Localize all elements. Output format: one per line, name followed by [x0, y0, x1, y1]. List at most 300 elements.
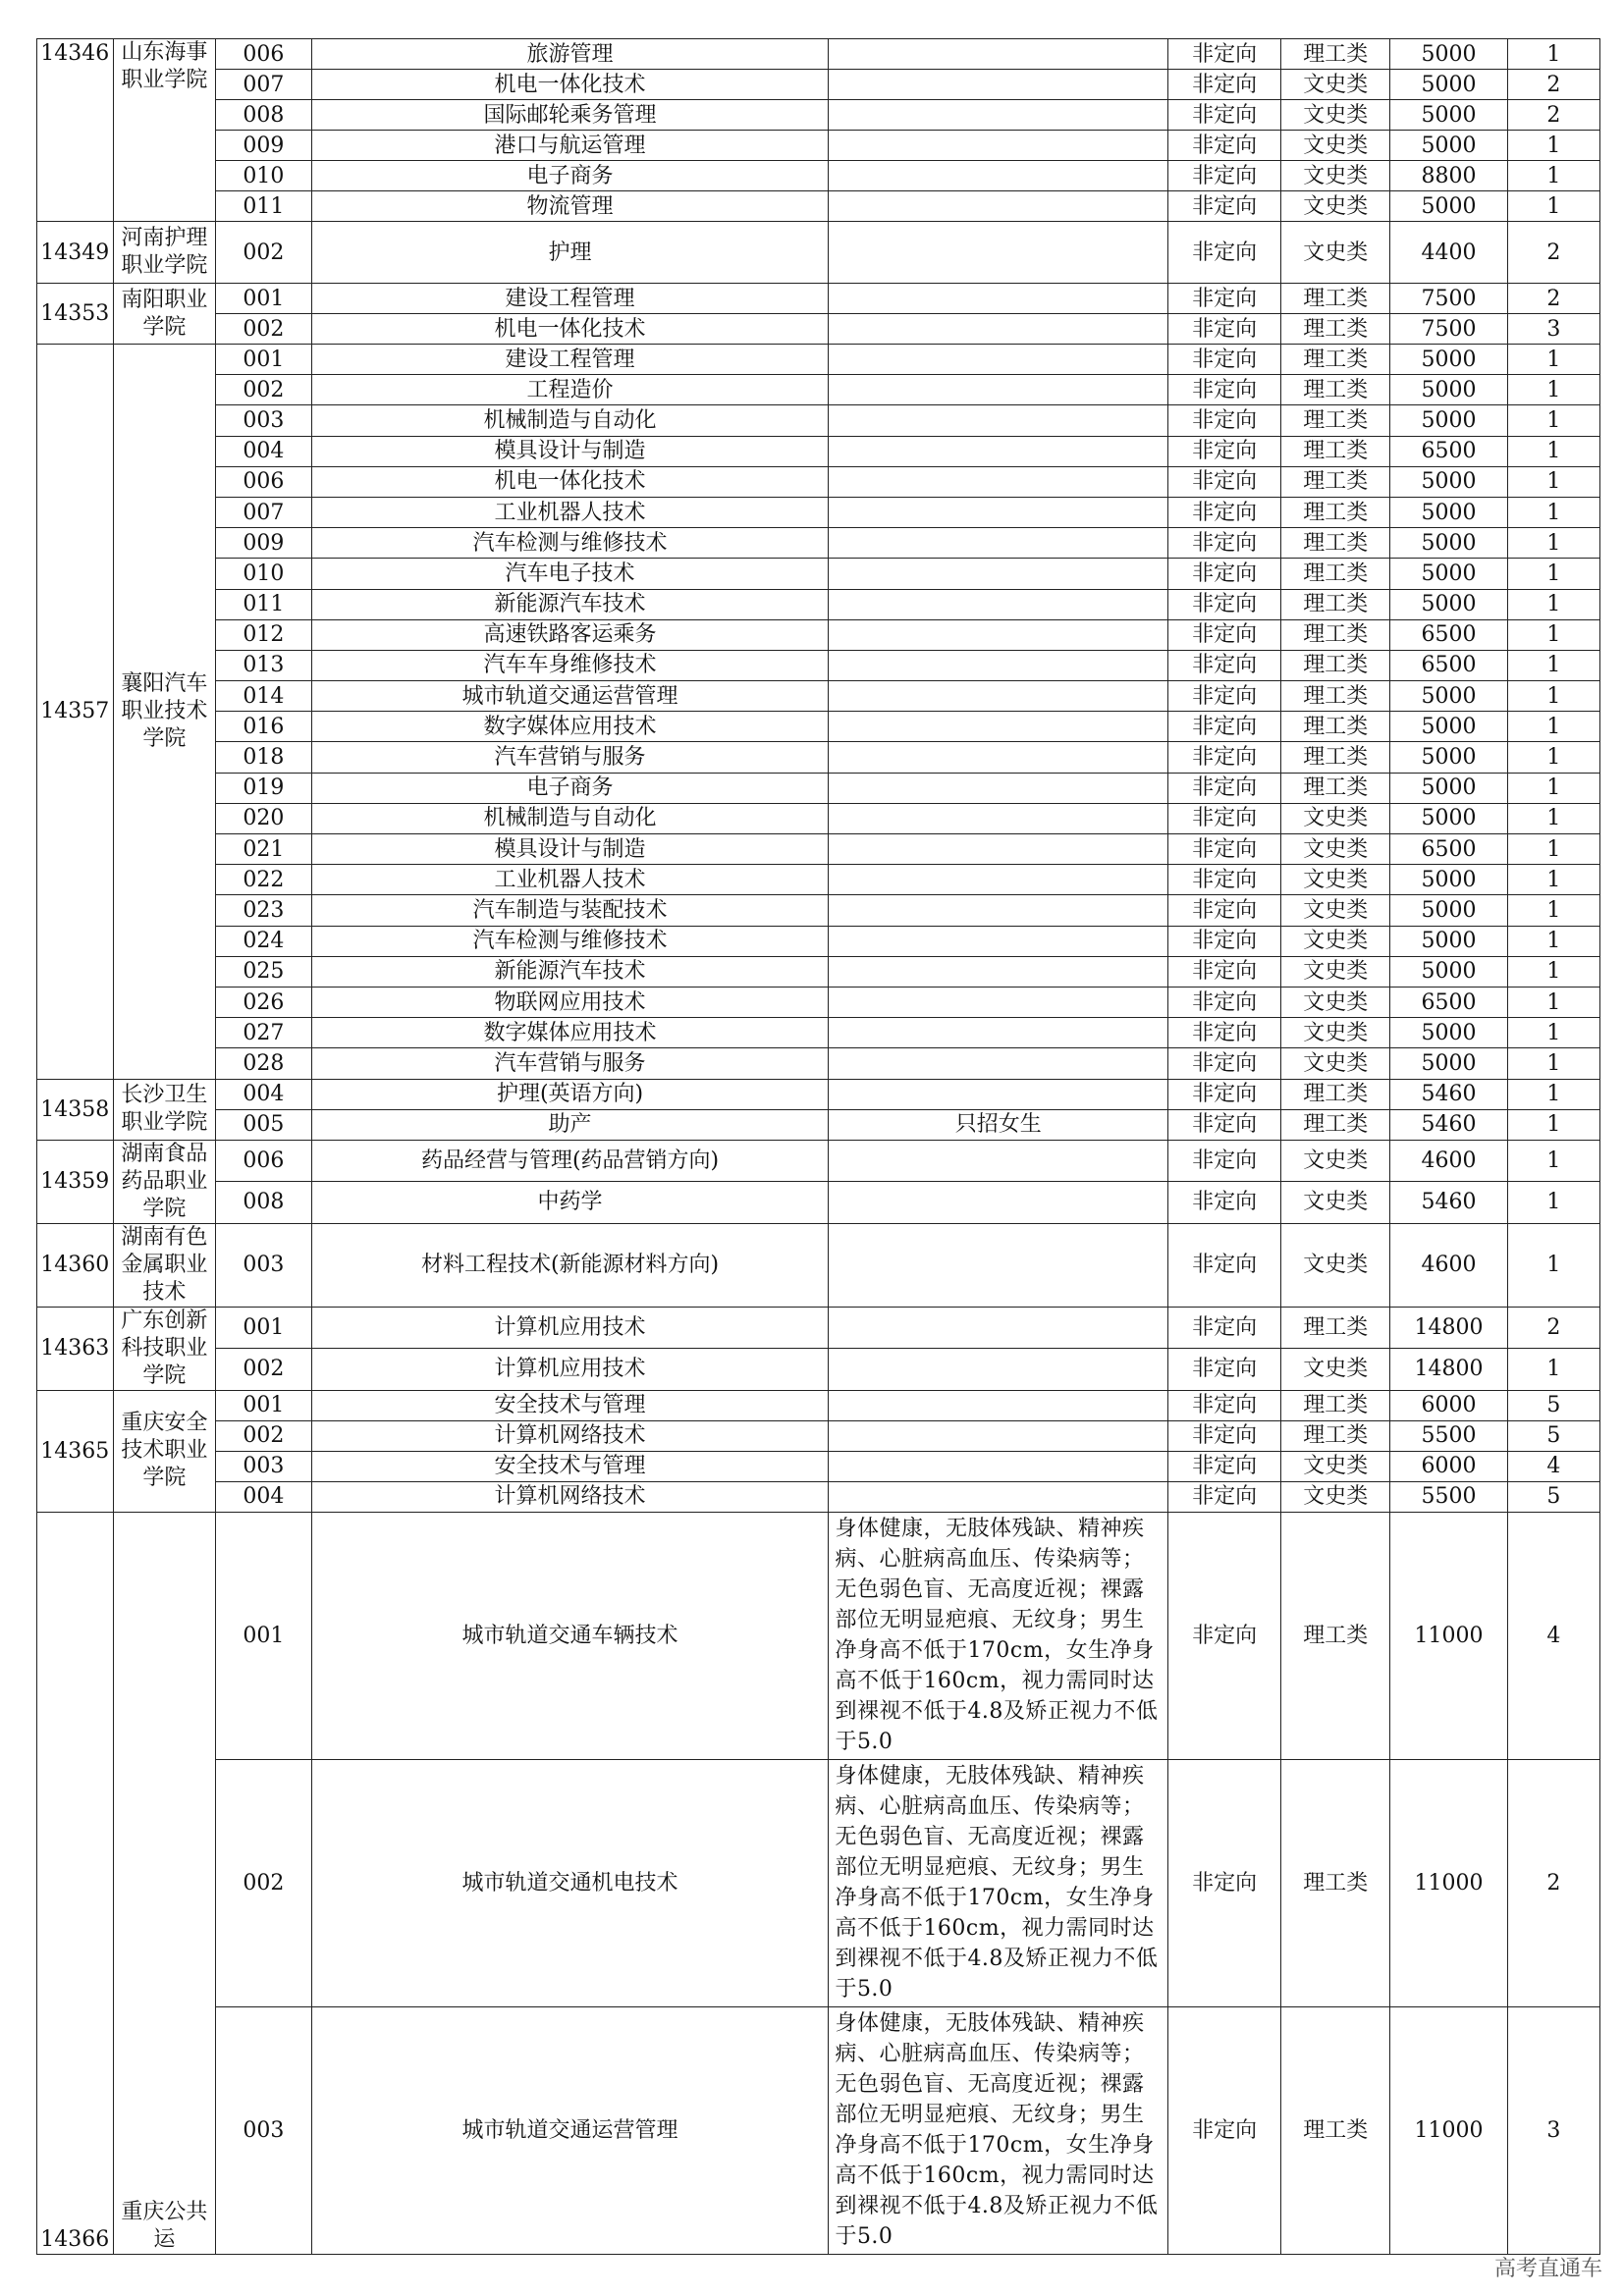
remark: [829, 1349, 1168, 1391]
enroll-type: 非定向: [1168, 436, 1281, 466]
table-row: [37, 926, 1600, 956]
subject-category: 文史类: [1281, 1223, 1390, 1307]
school-code: 14360: [37, 1223, 114, 1307]
tuition-fee: 6500: [1390, 650, 1507, 680]
major-name: 物流管理: [311, 191, 829, 222]
subject-category: 文史类: [1281, 191, 1390, 222]
major-number: 022: [216, 865, 311, 895]
plan-count: 1: [1507, 1079, 1599, 1109]
major-number: 019: [216, 773, 311, 803]
plan-count: 1: [1507, 345, 1599, 375]
table-row: [37, 466, 1600, 497]
tuition-fee: 5460: [1390, 1079, 1507, 1109]
enroll-type: 非定向: [1168, 987, 1281, 1017]
school-code: 14353: [37, 284, 114, 345]
major-name: 工业机器人技术: [311, 497, 829, 527]
tuition-fee: 5000: [1390, 803, 1507, 833]
tuition-fee: 6000: [1390, 1451, 1507, 1481]
remark: [829, 70, 1168, 100]
plan-count: 1: [1507, 1140, 1599, 1182]
table-row: [37, 742, 1600, 773]
remark: [829, 834, 1168, 865]
plan-count: 1: [1507, 528, 1599, 559]
enroll-type: 非定向: [1168, 1140, 1281, 1182]
major-name: 机电一体化技术: [311, 314, 829, 345]
major-name: 机械制造与自动化: [311, 803, 829, 833]
table-row: [37, 2006, 1600, 2254]
table-row: [37, 1481, 1600, 1512]
tuition-fee: 5000: [1390, 895, 1507, 926]
subject-category: 文史类: [1281, 100, 1390, 131]
subject-category: 理工类: [1281, 681, 1390, 712]
plan-count: 1: [1507, 466, 1599, 497]
major-number: 001: [216, 284, 311, 314]
remark: [829, 742, 1168, 773]
subject-category: 理工类: [1281, 436, 1390, 466]
enroll-type: 非定向: [1168, 650, 1281, 680]
school-name: 襄阳汽车职业技术学院: [113, 345, 216, 1080]
enroll-type: 非定向: [1168, 742, 1281, 773]
school-name: 重庆公共运: [113, 1512, 216, 2254]
table-row: [37, 405, 1600, 436]
subject-category: 理工类: [1281, 497, 1390, 527]
enroll-type: 非定向: [1168, 619, 1281, 650]
subject-category: 文史类: [1281, 987, 1390, 1017]
remark: [829, 436, 1168, 466]
enroll-type: 非定向: [1168, 528, 1281, 559]
remark: [829, 345, 1168, 375]
subject-category: 理工类: [1281, 39, 1390, 70]
major-number: 006: [216, 1140, 311, 1182]
major-name: 机械制造与自动化: [311, 405, 829, 436]
subject-category: 理工类: [1281, 466, 1390, 497]
major-name: 护理(英语方向): [311, 1079, 829, 1109]
subject-category: 文史类: [1281, 803, 1390, 833]
enroll-type: 非定向: [1168, 222, 1281, 284]
enroll-type: 非定向: [1168, 1390, 1281, 1420]
tuition-fee: 5000: [1390, 466, 1507, 497]
table-row: [37, 1349, 1600, 1391]
major-name: 安全技术与管理: [311, 1451, 829, 1481]
table-row: [37, 1109, 1600, 1140]
enroll-type: 非定向: [1168, 375, 1281, 405]
plan-count: 2: [1507, 100, 1599, 131]
subject-category: 理工类: [1281, 712, 1390, 742]
major-name: 数字媒体应用技术: [311, 712, 829, 742]
subject-category: 文史类: [1281, 956, 1390, 987]
school-code: 14363: [37, 1307, 114, 1390]
table-row: [37, 1182, 1600, 1224]
major-number: 004: [216, 436, 311, 466]
remark: [829, 1451, 1168, 1481]
remark: [829, 681, 1168, 712]
remark: [829, 559, 1168, 589]
plan-count: 1: [1507, 191, 1599, 222]
major-number: 004: [216, 1079, 311, 1109]
remark: [829, 100, 1168, 131]
tuition-fee: 5000: [1390, 497, 1507, 527]
major-number: 008: [216, 1182, 311, 1224]
enroll-type: 非定向: [1168, 803, 1281, 833]
major-number: 011: [216, 191, 311, 222]
major-number: 010: [216, 161, 311, 191]
major-name: 城市轨道交通车辆技术: [311, 1512, 829, 1759]
subject-category: 文史类: [1281, 1140, 1390, 1182]
subject-category: 文史类: [1281, 926, 1390, 956]
major-number: 016: [216, 712, 311, 742]
major-number: 001: [216, 1307, 311, 1349]
major-name: 工业机器人技术: [311, 865, 829, 895]
plan-count: 2: [1507, 1759, 1599, 2006]
tuition-fee: 6500: [1390, 436, 1507, 466]
school-code: 14366: [37, 1512, 114, 2254]
major-number: 002: [216, 375, 311, 405]
remark: [829, 650, 1168, 680]
remark: [829, 1079, 1168, 1109]
tuition-fee: 5000: [1390, 681, 1507, 712]
enroll-type: 非定向: [1168, 956, 1281, 987]
plan-count: 1: [1507, 712, 1599, 742]
major-name: 汽车营销与服务: [311, 742, 829, 773]
remark: [829, 895, 1168, 926]
table-row: [37, 1512, 1600, 1759]
remark: [829, 1420, 1168, 1451]
remark: [829, 987, 1168, 1017]
remark: [829, 405, 1168, 436]
enroll-type: 非定向: [1168, 926, 1281, 956]
plan-count: 1: [1507, 131, 1599, 161]
major-name: 汽车电子技术: [311, 559, 829, 589]
major-name: 高速铁路客运乘务: [311, 619, 829, 650]
school-name: 湖南有色金属职业技术: [113, 1223, 216, 1307]
table-row: [37, 803, 1600, 833]
remark: [829, 497, 1168, 527]
tuition-fee: 5000: [1390, 70, 1507, 100]
subject-category: 文史类: [1281, 1048, 1390, 1079]
remark: [829, 1018, 1168, 1048]
table-row: [37, 681, 1600, 712]
remark: [829, 589, 1168, 619]
tuition-fee: 5000: [1390, 1048, 1507, 1079]
tuition-fee: 11000: [1390, 1759, 1507, 2006]
subject-category: 文史类: [1281, 865, 1390, 895]
enroll-type: 非定向: [1168, 1048, 1281, 1079]
subject-category: 文史类: [1281, 70, 1390, 100]
tuition-fee: 5000: [1390, 742, 1507, 773]
tuition-fee: 5000: [1390, 559, 1507, 589]
plan-count: 1: [1507, 803, 1599, 833]
plan-count: 1: [1507, 559, 1599, 589]
remark: [829, 712, 1168, 742]
enroll-type: 非定向: [1168, 1307, 1281, 1349]
remark: [829, 773, 1168, 803]
tuition-fee: 4600: [1390, 1140, 1507, 1182]
plan-count: 2: [1507, 70, 1599, 100]
table-row: [37, 70, 1600, 100]
major-name: 安全技术与管理: [311, 1390, 829, 1420]
major-name: 材料工程技术(新能源材料方向): [311, 1223, 829, 1307]
table-row: [37, 712, 1600, 742]
tuition-fee: 5460: [1390, 1182, 1507, 1224]
plan-count: 1: [1507, 375, 1599, 405]
major-name: 数字媒体应用技术: [311, 1018, 829, 1048]
table-row: [37, 1420, 1600, 1451]
major-name: 新能源汽车技术: [311, 589, 829, 619]
major-name: 护理: [311, 222, 829, 284]
subject-category: 理工类: [1281, 314, 1390, 345]
plan-count: 1: [1507, 1109, 1599, 1140]
enroll-type: 非定向: [1168, 1451, 1281, 1481]
table-row: [37, 375, 1600, 405]
subject-category: 文史类: [1281, 834, 1390, 865]
remark: [829, 1048, 1168, 1079]
major-number: 001: [216, 1390, 311, 1420]
plan-count: 5: [1507, 1420, 1599, 1451]
major-number: 002: [216, 1759, 311, 2006]
tuition-fee: 6000: [1390, 1390, 1507, 1420]
plan-count: 1: [1507, 405, 1599, 436]
major-name: 汽车检测与维修技术: [311, 926, 829, 956]
plan-count: 1: [1507, 497, 1599, 527]
major-name: 建设工程管理: [311, 345, 829, 375]
tuition-fee: 7500: [1390, 314, 1507, 345]
enroll-type: 非定向: [1168, 681, 1281, 712]
major-number: 007: [216, 497, 311, 527]
enroll-type: 非定向: [1168, 1420, 1281, 1451]
table-row: [37, 834, 1600, 865]
subject-category: 文史类: [1281, 222, 1390, 284]
enroll-type: 非定向: [1168, 1182, 1281, 1224]
enroll-type: 非定向: [1168, 1759, 1281, 2006]
tuition-fee: 11000: [1390, 1512, 1507, 1759]
major-number: 001: [216, 345, 311, 375]
major-name: 汽车车身维修技术: [311, 650, 829, 680]
plan-count: 2: [1507, 222, 1599, 284]
remark: 只招女生: [829, 1109, 1168, 1140]
subject-category: 文史类: [1281, 1451, 1390, 1481]
plan-count: 1: [1507, 436, 1599, 466]
plan-count: 1: [1507, 619, 1599, 650]
tuition-fee: 5000: [1390, 528, 1507, 559]
remark: 身体健康，无肢体残缺、精神疾病、心脏病高血压、传染病等；无色弱色盲、无高度近视；裸露部位无明显疤痕、无纹身；男生净身高不低于170cm，女生净身高不低于160cm，视力需同时达到裸视不低于4.8及矫正视力不低于5.0: [829, 2006, 1168, 2254]
table-row: [37, 956, 1600, 987]
major-name: 计算机网络技术: [311, 1481, 829, 1512]
subject-category: 理工类: [1281, 559, 1390, 589]
major-number: 005: [216, 1109, 311, 1140]
major-number: 003: [216, 1223, 311, 1307]
plan-count: 4: [1507, 1451, 1599, 1481]
plan-count: 3: [1507, 314, 1599, 345]
table-row: [37, 895, 1600, 926]
remark: [829, 161, 1168, 191]
major-name: 物联网应用技术: [311, 987, 829, 1017]
major-name: 电子商务: [311, 773, 829, 803]
major-number: 007: [216, 70, 311, 100]
table-row: [37, 222, 1600, 284]
table-row: [37, 1048, 1600, 1079]
school-code: 14357: [37, 345, 114, 1080]
enroll-type: 非定向: [1168, 1481, 1281, 1512]
plan-count: 1: [1507, 895, 1599, 926]
plan-count: 5: [1507, 1481, 1599, 1512]
tuition-fee: 5460: [1390, 1109, 1507, 1140]
major-number: 018: [216, 742, 311, 773]
plan-count: 1: [1507, 773, 1599, 803]
remark: [829, 1307, 1168, 1349]
major-number: 003: [216, 1451, 311, 1481]
plan-count: 1: [1507, 1349, 1599, 1391]
tuition-fee: 14800: [1390, 1349, 1507, 1391]
major-number: 014: [216, 681, 311, 712]
tuition-fee: 6500: [1390, 834, 1507, 865]
subject-category: 理工类: [1281, 345, 1390, 375]
tuition-fee: 5500: [1390, 1481, 1507, 1512]
table-row: [37, 1307, 1600, 1349]
school-code: 14349: [37, 222, 114, 284]
major-name: 药品经营与管理(药品营销方向): [311, 1140, 829, 1182]
school-code: 14346: [37, 39, 114, 222]
tuition-fee: 5000: [1390, 773, 1507, 803]
table-row: [37, 650, 1600, 680]
tuition-fee: 5000: [1390, 39, 1507, 70]
remark: [829, 865, 1168, 895]
plan-count: 1: [1507, 589, 1599, 619]
tuition-fee: 5000: [1390, 589, 1507, 619]
table-row: [37, 1018, 1600, 1048]
subject-category: 理工类: [1281, 1109, 1390, 1140]
school-code: 14365: [37, 1390, 114, 1512]
table-row: [37, 1079, 1600, 1109]
plan-count: 1: [1507, 926, 1599, 956]
tuition-fee: 11000: [1390, 2006, 1507, 2254]
table-row: [37, 161, 1600, 191]
subject-category: 文史类: [1281, 131, 1390, 161]
subject-category: 理工类: [1281, 1512, 1390, 1759]
enroll-type: 非定向: [1168, 1109, 1281, 1140]
major-number: 020: [216, 803, 311, 833]
subject-category: 理工类: [1281, 1390, 1390, 1420]
enroll-type: 非定向: [1168, 161, 1281, 191]
school-name: 南阳职业学院: [113, 284, 216, 345]
table-row: [37, 1140, 1600, 1182]
subject-category: 理工类: [1281, 2006, 1390, 2254]
plan-count: 1: [1507, 1048, 1599, 1079]
subject-category: 理工类: [1281, 1307, 1390, 1349]
enrollment-table: [36, 38, 1600, 2255]
major-number: 010: [216, 559, 311, 589]
tuition-fee: 5000: [1390, 926, 1507, 956]
major-name: 国际邮轮乘务管理: [311, 100, 829, 131]
major-number: 008: [216, 100, 311, 131]
school-name: 湖南食品药品职业学院: [113, 1140, 216, 1223]
tuition-fee: 4400: [1390, 222, 1507, 284]
enroll-type: 非定向: [1168, 497, 1281, 527]
enroll-type: 非定向: [1168, 559, 1281, 589]
school-name: 重庆安全技术职业学院: [113, 1390, 216, 1512]
enroll-type: 非定向: [1168, 2006, 1281, 2254]
remark: [829, 1182, 1168, 1224]
tuition-fee: 5000: [1390, 1018, 1507, 1048]
major-number: 011: [216, 589, 311, 619]
remark: [829, 926, 1168, 956]
subject-category: 文史类: [1281, 1481, 1390, 1512]
school-name: 山东海事职业学院: [113, 39, 216, 222]
enrollment-table-sheet: [36, 38, 1600, 2252]
remark: [829, 956, 1168, 987]
enroll-type: 非定向: [1168, 773, 1281, 803]
table-row: [37, 436, 1600, 466]
major-name: 模具设计与制造: [311, 436, 829, 466]
table-row: [37, 619, 1600, 650]
remark: [829, 314, 1168, 345]
major-number: 024: [216, 926, 311, 956]
enroll-type: 非定向: [1168, 39, 1281, 70]
school-code: 14358: [37, 1079, 114, 1140]
subject-category: 理工类: [1281, 650, 1390, 680]
major-name: 电子商务: [311, 161, 829, 191]
remark: [829, 619, 1168, 650]
major-name: 模具设计与制造: [311, 834, 829, 865]
enroll-type: 非定向: [1168, 1349, 1281, 1391]
enroll-type: 非定向: [1168, 284, 1281, 314]
major-number: 002: [216, 1349, 311, 1391]
plan-count: 1: [1507, 681, 1599, 712]
tuition-fee: 7500: [1390, 284, 1507, 314]
subject-category: 文史类: [1281, 1349, 1390, 1391]
subject-category: 理工类: [1281, 1759, 1390, 2006]
remark: [829, 375, 1168, 405]
tuition-fee: 4600: [1390, 1223, 1507, 1307]
enroll-type: 非定向: [1168, 191, 1281, 222]
watermark: 高考直通车: [1493, 2257, 1602, 2281]
enroll-type: 非定向: [1168, 466, 1281, 497]
plan-count: 1: [1507, 956, 1599, 987]
table-row: [37, 987, 1600, 1017]
table-row: [37, 1223, 1600, 1307]
major-number: 012: [216, 619, 311, 650]
subject-category: 理工类: [1281, 375, 1390, 405]
table-row: [37, 559, 1600, 589]
subject-category: 理工类: [1281, 589, 1390, 619]
major-name: 城市轨道交通机电技术: [311, 1759, 829, 2006]
major-name: 城市轨道交通运营管理: [311, 681, 829, 712]
school-name: 河南护理职业学院: [113, 222, 216, 284]
subject-category: 理工类: [1281, 773, 1390, 803]
enroll-type: 非定向: [1168, 131, 1281, 161]
table-row: [37, 1390, 1600, 1420]
table-row: [37, 345, 1600, 375]
tuition-fee: 5000: [1390, 375, 1507, 405]
remark: [829, 1223, 1168, 1307]
major-number: 006: [216, 466, 311, 497]
subject-category: 文史类: [1281, 1182, 1390, 1224]
plan-count: 2: [1507, 284, 1599, 314]
enroll-type: 非定向: [1168, 865, 1281, 895]
remark: [829, 1390, 1168, 1420]
remark: [829, 131, 1168, 161]
enroll-type: 非定向: [1168, 70, 1281, 100]
enroll-type: 非定向: [1168, 1512, 1281, 1759]
major-number: 003: [216, 405, 311, 436]
subject-category: 理工类: [1281, 1079, 1390, 1109]
subject-category: 理工类: [1281, 742, 1390, 773]
plan-count: 4: [1507, 1512, 1599, 1759]
major-number: 006: [216, 39, 311, 70]
major-name: 计算机网络技术: [311, 1420, 829, 1451]
remark: 身体健康，无肢体残缺、精神疾病、心脏病高血压、传染病等；无色弱色盲、无高度近视；裸露部位无明显疤痕、无纹身；男生净身高不低于170cm，女生净身高不低于160cm，视力需同时达到裸视不低于4.8及矫正视力不低于5.0: [829, 1759, 1168, 2006]
table-row: [37, 314, 1600, 345]
school-name: 广东创新科技职业学院: [113, 1307, 216, 1390]
